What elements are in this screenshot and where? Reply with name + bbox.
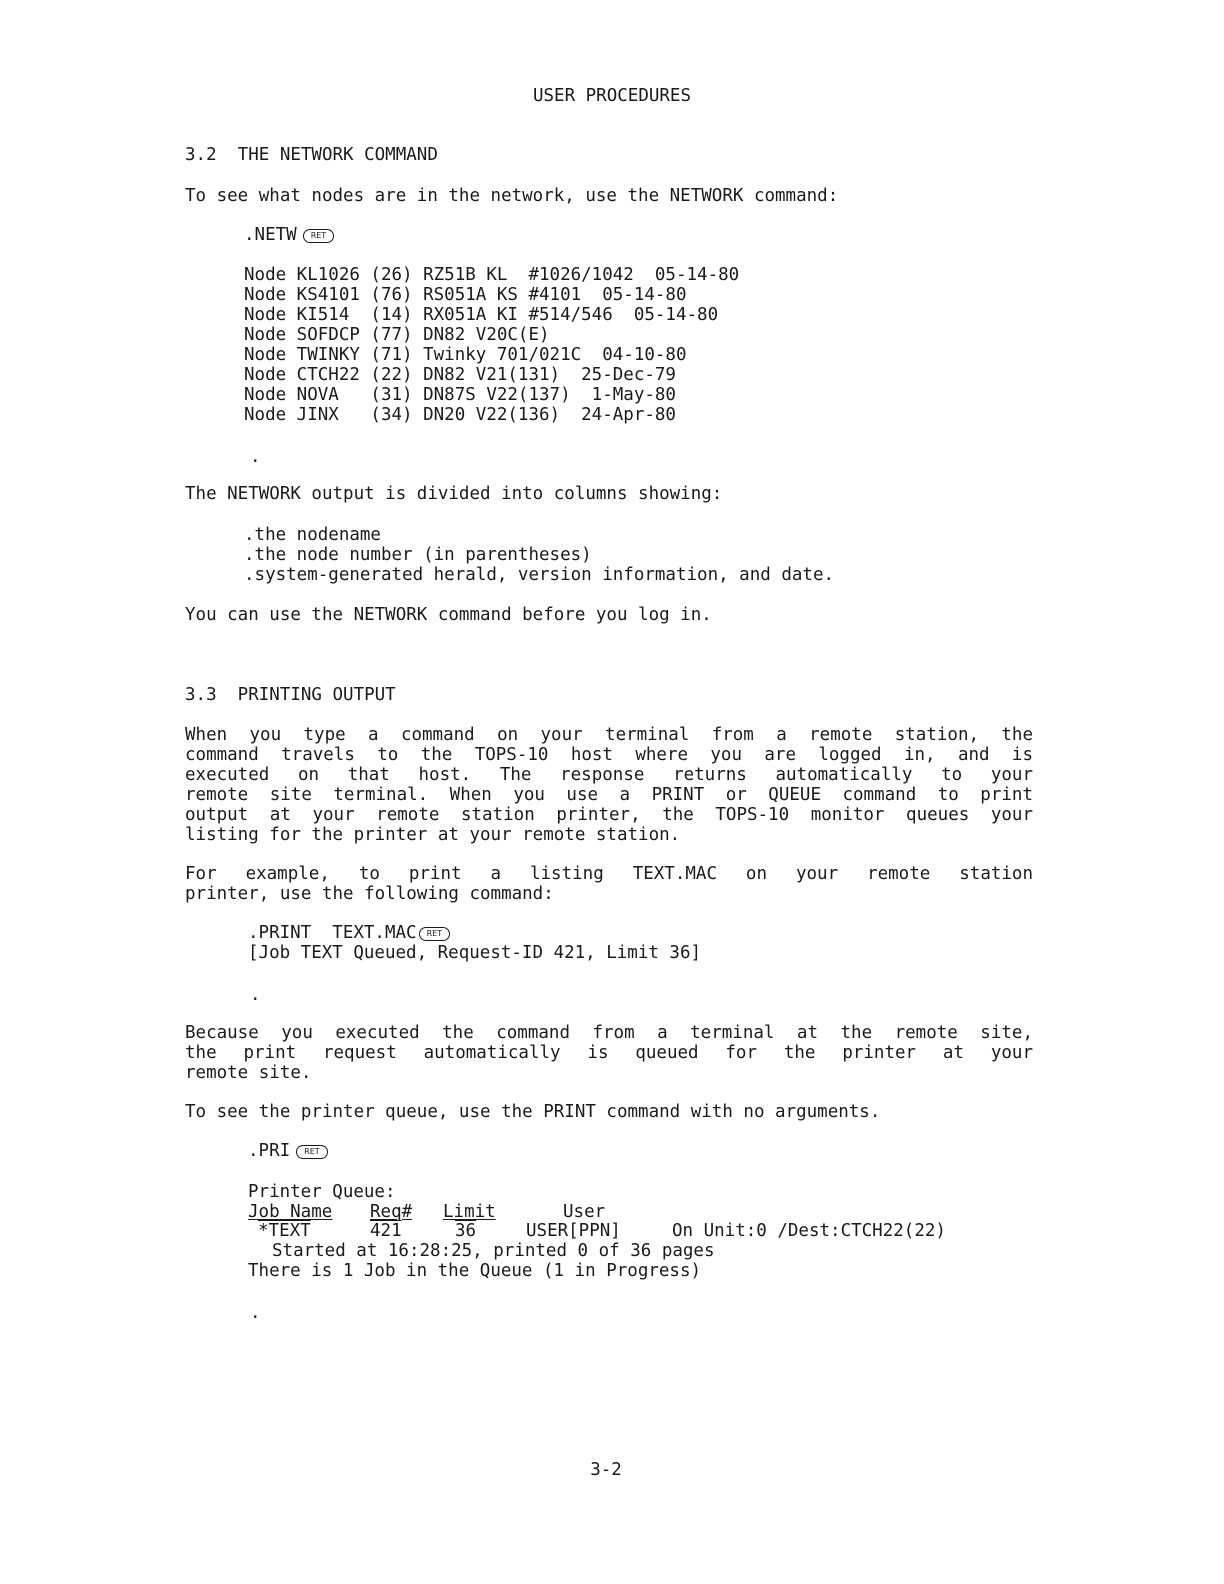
col-user: User [563,1202,606,1222]
paragraph-line: the print request automatically is queued for the printer at your [185,1043,1033,1063]
pri-command-text: .PRI [248,1141,291,1161]
row-req: 421 [370,1221,402,1241]
queue-header [443,1202,496,1222]
netw-command-text: .NETW [244,225,297,245]
running-head: USER PROCEDURES [532,86,692,106]
paragraph-line: output at your remote station printer, the TOPS-10 monitor queues your [185,805,1033,825]
paragraph-line: executed on that host. The response returns automatically to your [185,765,1033,785]
node-line: Node CTCH22 (22) DN82 V21(131) 25-Dec-79 [244,365,676,385]
section-heading-3-3: 3.3 PRINTING OUTPUT [185,685,396,705]
paragraph-line: To see the printer queue, use the PRINT command with no arguments. [185,1102,881,1122]
node-line: Node JINX (34) DN20 V22(136) 24-Apr-80 [244,405,676,425]
paragraph-line: command travels to the TOPS-10 host where you are logged in, and is [185,745,1033,765]
paragraph-line: remote site. [185,1063,312,1083]
row-job: *TEXT [258,1221,311,1241]
return-key-icon: RET [303,229,335,243]
pri-command [248,1141,328,1161]
col-limit: Limit [443,1202,496,1222]
node-line: Node KS4101 (76) RS051A KS #4101 05-14-80 [244,285,687,305]
return-key-icon: RET [296,1145,328,1159]
monitor-prompt: . [250,447,261,467]
column-item: .the node number (in parentheses) [244,545,592,565]
print-command [248,923,450,943]
queue-started: Started at 16:28:25, printed 0 of 36 pages [272,1241,715,1261]
columns-intro: The NETWORK output is divided into columns showing: [185,484,723,504]
queue-row [672,1221,946,1241]
section-heading-3-2: 3.2 THE NETWORK COMMAND [185,145,438,165]
paragraph-line: Because you executed the command from a terminal at the remote site, [185,1023,1033,1043]
node-line: Node KI514 (14) RX051A KI #514/546 05-14-80 [244,305,719,325]
node-line: Node SOFDCP (77) DN82 V20C(E) [244,325,550,345]
monitor-prompt: . [250,1303,261,1323]
queue-summary: There is 1 Job in the Queue (1 in Progress) [248,1261,702,1281]
queue-title: Printer Queue: [248,1182,396,1202]
queue-row [258,1221,311,1241]
return-key-icon: RET [419,927,451,941]
column-item: .the nodename [244,525,381,545]
network-note: You can use the NETWORK command before you log in. [185,605,712,625]
print-command-text: .PRINT TEXT.MAC [248,923,417,943]
paragraph-line: listing for the printer at your remote station. [185,825,681,845]
paragraph-line: For example, to print a listing TEXT.MAC on your remote station [185,864,1033,884]
node-line: Node TWINKY (71) Twinky 701/021C 04-10-80 [244,345,687,365]
col-job-name: Job Name [248,1202,333,1222]
node-line: Node NOVA (31) DN87S V22(137) 1-May-80 [244,385,676,405]
column-item: .system-generated herald, version information, and date. [244,565,835,585]
print-response: [Job TEXT Queued, Request-ID 421, Limit 36] [248,943,702,963]
row-rest: On Unit:0 /Dest:CTCH22(22) [672,1221,946,1241]
paragraph-line: When you type a command on your terminal from a remote station, the [185,725,1033,745]
queue-row [526,1221,621,1241]
page-number: 3-2 [590,1460,622,1480]
row-limit: 36 [455,1221,477,1241]
queue-row [455,1221,476,1241]
paragraph-line: remote site terminal. When you use a PRINT or QUEUE command to print [185,785,1033,805]
queue-header [563,1202,605,1222]
queue-header [370,1202,412,1222]
monitor-prompt: . [250,985,261,1005]
queue-header [248,1202,332,1222]
queue-row [370,1221,402,1241]
netw-command [244,225,334,245]
paragraph-line: printer, use the following command: [185,884,554,904]
row-user: USER[PPN] [526,1221,621,1241]
col-req: Req# [370,1202,413,1222]
node-line: Node KL1026 (26) RZ51B KL #1026/1042 05-14-80 [244,265,740,285]
network-intro: To see what nodes are in the network, use the NETWORK command: [185,186,839,206]
